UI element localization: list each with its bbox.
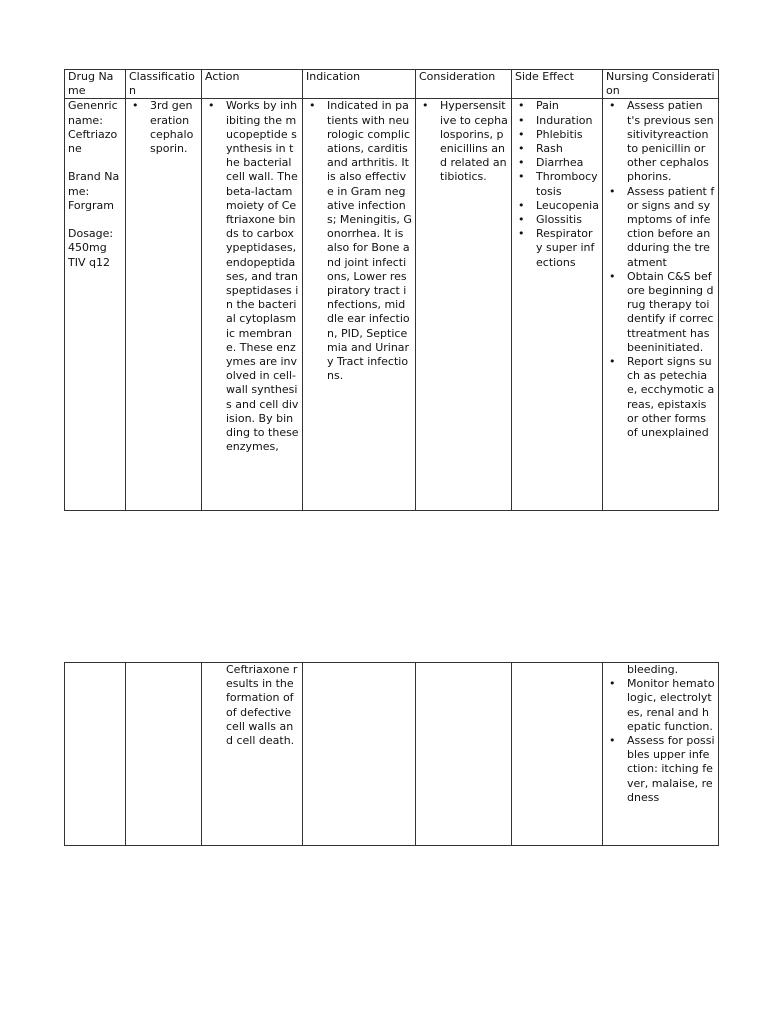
side-effect-list [515, 99, 599, 269]
side-effect-cell-continued [512, 663, 603, 846]
indication-cell [303, 99, 416, 511]
table-row [65, 663, 719, 846]
list-item: • Monitor hematologic, electrolytes, renal and hepatic function. [627, 677, 715, 734]
list-item: • Indicated in patients with neurologic complications, carditis and arthritis. It is also effective in Gram negative infections; Meningitis, Gonorrhea. It is also for Bone and joint infections, Lower respiratory tract infections, middle ear infection, PID, Septicemia and Urinary Tract infections. [327, 99, 412, 383]
list-item: • Phlebitis [536, 128, 599, 142]
consideration-cell-continued [416, 663, 512, 846]
nursing-list [606, 99, 715, 440]
classification-cell [126, 99, 202, 511]
list-item: • Respiratory super infections [536, 227, 599, 270]
list-item: • Assess patient for signs and symptoms of infection before andduring the treatment [627, 185, 715, 270]
header-indication: Indication [303, 70, 416, 99]
header-nursing-consideration: Nursing Consideration [603, 70, 719, 99]
consideration-cell [416, 99, 512, 511]
classification-list [129, 99, 198, 156]
header-action: Action [202, 70, 303, 99]
drug-study-table [64, 69, 719, 511]
indication-cell-continued [303, 663, 416, 846]
action-cell [202, 99, 303, 511]
list-item: • Assess for possibles upper infection: itching fever, malaise, redness [627, 734, 715, 805]
header-classification: Classification [126, 70, 202, 99]
list-item: • 3rd generation cephalosporin. [150, 99, 198, 156]
nursing-list-continued [606, 677, 715, 805]
nursing-continued-text: bleeding. [627, 663, 679, 676]
list-item: • Obtain C&S before beginning drug therapy toidentify if correcttreatment has beeninitiated. [627, 270, 715, 355]
list-item: • Glossitis [536, 213, 599, 227]
drug-name-cell-continued [65, 663, 126, 846]
list-item: • Induration [536, 114, 599, 128]
action-list [205, 99, 299, 454]
list-item: • Diarrhea [536, 156, 599, 170]
header-drug-name: Drug Name [65, 70, 126, 99]
header-consideration: Consideration [416, 70, 512, 99]
consideration-list [419, 99, 508, 184]
list-item: • Report signs such as petechiae, ecchymotic areas, epistaxis or other forms of unexplained [627, 355, 715, 440]
table-row [65, 99, 719, 511]
list-item: • Assess patient's previous sensitivityreaction to penicillin or other cephalosphorins. [627, 99, 715, 184]
list-item: • Thrombocytosis [536, 170, 599, 198]
nursing-consideration-cell [603, 99, 719, 511]
table-header-row [65, 70, 719, 99]
list-item: • Works by inhibiting the mucopeptide synthesis in the bacterial cell wall. The beta-lactam moiety of Ceftriaxone binds to carboxypeptidases, endopeptidases, and transpeptidases in the bacterial cytoplasmic membrane. These enzymes are involved in cell-wall synthesis and cell division. By binding to these enzymes, [226, 99, 299, 454]
drug-name-cell: Genenric name: Ceftriazone Brand Name: Forgram Dosage: 450mg TIV q12 [65, 99, 126, 511]
list-item: • Rash [536, 142, 599, 156]
list-item: • Hypersensitive to cephalosporins, penicillins and related antibiotics. [440, 99, 508, 184]
classification-cell-continued [126, 663, 202, 846]
header-side-effect: Side Effect [512, 70, 603, 99]
indication-list [306, 99, 412, 383]
list-item: • Pain [536, 99, 599, 113]
action-continued-text: Ceftriaxone results in the formation of of defective cell walls and cell death. [226, 663, 298, 748]
nursing-consideration-cell-continued [603, 663, 719, 846]
action-cell-continued [202, 663, 303, 846]
drug-study-table-continued [64, 662, 719, 846]
list-item: • Leucopenia [536, 199, 599, 213]
side-effect-cell [512, 99, 603, 511]
